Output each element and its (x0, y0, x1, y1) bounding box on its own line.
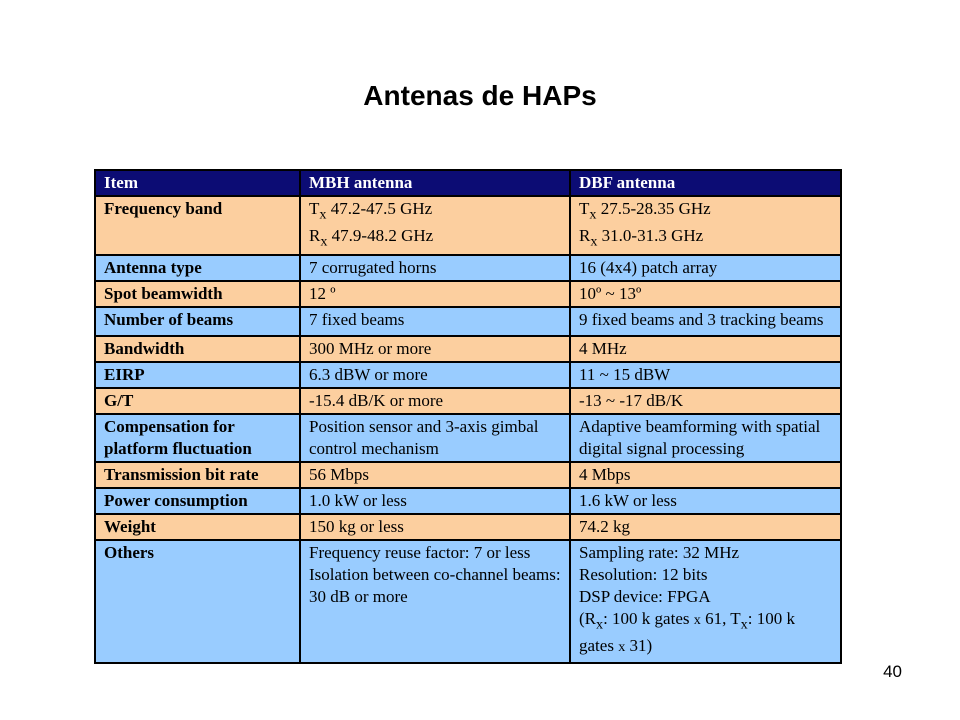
table-row (95, 388, 841, 414)
row-dbf-cell: 4 Mbps (570, 462, 841, 488)
row-mbh-cell: Position sensor and 3-axis gimbal control mechanism (300, 414, 570, 462)
table-row (95, 281, 841, 307)
row-item-cell: Compensation for platform fluctuation (95, 414, 300, 462)
row-item-cell: Spot beamwidth (95, 281, 300, 307)
row-dbf-cell: Sampling rate: 32 MHz Resolution: 12 bits DSP device: FPGA ($R_x$: 100 k gates x 61, $T_x$: 100 k gates x 31) (570, 540, 841, 663)
row-dbf-cell: $T_x$ 27.5-28.35 GHz $R_x$ 31.0-31.3 GHz (570, 196, 841, 255)
row-mbh-cell: 12 º (300, 281, 570, 307)
row-item-cell: Antenna type (95, 255, 300, 281)
row-item-cell: Transmission bit rate (95, 462, 300, 488)
row-dbf-cell: -13 ~ -17 dB/K (570, 388, 841, 414)
table-row (95, 336, 841, 362)
row-mbh-cell: $T_x$ 47.2-47.5 GHz $R_x$ 47.9-48.2 GHz (300, 196, 570, 255)
row-item-cell: Number of beams (95, 307, 300, 336)
table-row (95, 462, 841, 488)
table-header-row (95, 170, 841, 196)
row-dbf-cell: 4 MHz (570, 336, 841, 362)
row-mbh-cell: Frequency reuse factor: 7 or less Isolation between co-channel beams: 30 dB or more (300, 540, 570, 663)
row-dbf-cell: 10º ~ 13º (570, 281, 841, 307)
table-row (95, 307, 841, 336)
table-row (95, 488, 841, 514)
row-mbh-cell: 1.0 kW or less (300, 488, 570, 514)
row-mbh-cell: 56 Mbps (300, 462, 570, 488)
row-dbf-cell: 11 ~ 15 dBW (570, 362, 841, 388)
row-mbh-cell: -15.4 dB/K or more (300, 388, 570, 414)
row-item-cell: G/T (95, 388, 300, 414)
row-dbf-cell: 16 (4x4) patch array (570, 255, 841, 281)
table-row (95, 196, 841, 255)
page-number: 40 (883, 662, 902, 681)
row-dbf-cell: 74.2 kg (570, 514, 841, 540)
table-row (95, 255, 841, 281)
row-item-cell: Weight (95, 514, 300, 540)
row-mbh-cell: 6.3 dBW or more (300, 362, 570, 388)
header-mbh-antenna: MBH antenna (300, 170, 570, 196)
row-dbf-cell: Adaptive beamforming with spatial digital signal processing (570, 414, 841, 462)
row-dbf-cell: 9 fixed beams and 3 tracking beams (570, 307, 841, 336)
antenna-spec-table (94, 169, 842, 664)
table-row (95, 540, 841, 663)
slide-title: Antenas de HAPs (363, 80, 597, 111)
row-item-cell: Bandwidth (95, 336, 300, 362)
row-item-cell: Frequency band (95, 196, 300, 255)
row-item-cell: EIRP (95, 362, 300, 388)
row-item-cell: Others (95, 540, 300, 663)
row-mbh-cell: 150 kg or less (300, 514, 570, 540)
table-row (95, 362, 841, 388)
table-body (95, 196, 841, 663)
row-mbh-cell: 7 corrugated horns (300, 255, 570, 281)
header-dbf-antenna: DBF antenna (570, 170, 841, 196)
table-row (95, 414, 841, 462)
header-item: Item (95, 170, 300, 196)
row-item-cell: Power consumption (95, 488, 300, 514)
row-mbh-cell: 300 MHz or more (300, 336, 570, 362)
row-dbf-cell: 1.6 kW or less (570, 488, 841, 514)
table-row (95, 514, 841, 540)
row-mbh-cell: 7 fixed beams (300, 307, 570, 336)
